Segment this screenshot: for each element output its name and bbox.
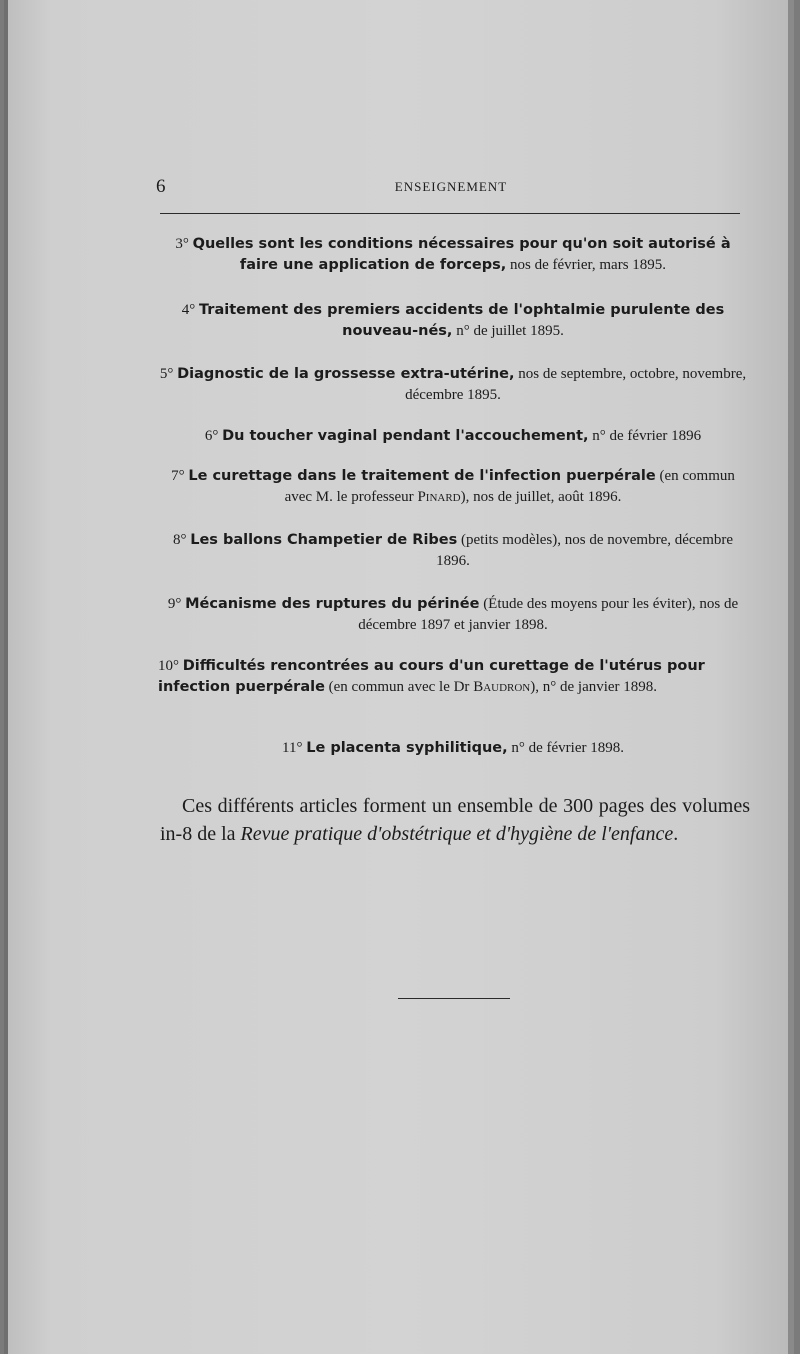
entry-detail: n° de juillet 1895. — [452, 323, 564, 339]
author-name: Pinard — [417, 489, 461, 505]
header-rule — [160, 213, 740, 214]
list-item: 5° Diagnostic de la grossesse extra-utérine, nos de septembre, octobre, novembre, décembre 1895. — [159, 366, 747, 403]
entry-detail: n° de février 1896 — [588, 428, 702, 444]
entry-detail: nos de septembre, octobre, novembre, décembre 1895. — [405, 366, 747, 403]
list-item: 6° Du toucher vaginal pendant l'accouchement, n° de février 1896 — [204, 428, 702, 444]
list-item: 7° Le curettage dans le traitement de l'infection puerpérale (en commun avec M. le professeur Pinard), nos de juillet, août 1896. — [171, 468, 735, 505]
entry-detail: (Étude des moyens pour les éviter), nos de décembre 1897 et janvier 1898. — [358, 596, 739, 633]
entry-title: Du toucher vaginal pendant l'accouchement, — [222, 428, 589, 444]
running-title: ENSEIGNEMENT — [394, 179, 508, 194]
entry-title: Difficultés rencontrées au cours d'un curettage de l'utérus pour infection puerpérale — [158, 658, 705, 695]
entry-title: Le placenta syphilitique, — [306, 740, 508, 756]
list-item: 8° Les ballons Champetier de Ribes (petits modèles), nos de novembre, décembre 1896. — [172, 532, 734, 569]
journal-title: Revue pratique d'obstétrique et d'hygiène de l'enfance — [240, 823, 674, 845]
list-item: 9° Mécanisme des ruptures du périnée (Étude des moyens pour les éviter), nos de décembre 1897 et janvier 1898. — [167, 596, 739, 633]
list-item: 3° Quelles sont les conditions nécessaires pour qu'on soit autorisé à faire une application de forceps, nos de février, mars 1895. — [175, 236, 731, 273]
entry-title: Traitement des premiers accidents de l'ophtalmie purulente des nouveau-nés, — [199, 302, 725, 339]
end-rule — [398, 998, 510, 999]
entry-detail: n° de février 1898. — [507, 740, 624, 756]
page-edge-left — [4, 0, 8, 1354]
entry-title: Le curettage dans le traitement de l'infection puerpérale — [188, 468, 656, 484]
summary-paragraph: Ces différents articles forment un ensemble de 300 pages des volumes in-8 de la Revue pratique d'obstétrique et d'hygiène de l'enfance. — [160, 795, 750, 845]
entry-detail: nos de février, mars 1895. — [506, 257, 667, 273]
author-name: Baudron — [473, 679, 531, 695]
list-item: 11° Le placenta syphilitique, n° de février 1898. — [282, 740, 624, 756]
entry-detail: (petits modèles), nos de novembre, décembre 1896. — [436, 532, 734, 569]
page-number: 6 — [156, 176, 166, 197]
page-header — [156, 176, 746, 200]
entry-title: Quelles sont les conditions nécessaires pour qu'on soit autorisé à faire une application de forceps, — [192, 236, 731, 273]
entry-title: Mécanisme des ruptures du périnée — [185, 596, 480, 612]
list-item: 4° Traitement des premiers accidents de l'ophtalmie purulente des nouveau-nés, n° de juillet 1895. — [181, 302, 725, 339]
list-item: 10° Difficultés rencontrées au cours d'un curettage de l'utérus pour infection puerpérale (en commun avec le Dr Baudron), n° de janvier 1898. — [158, 658, 705, 695]
page-edge-right — [788, 0, 794, 1354]
entry-title: Les ballons Champetier de Ribes — [190, 532, 458, 548]
entry-title: Diagnostic de la grossesse extra-utérine, — [177, 366, 515, 382]
